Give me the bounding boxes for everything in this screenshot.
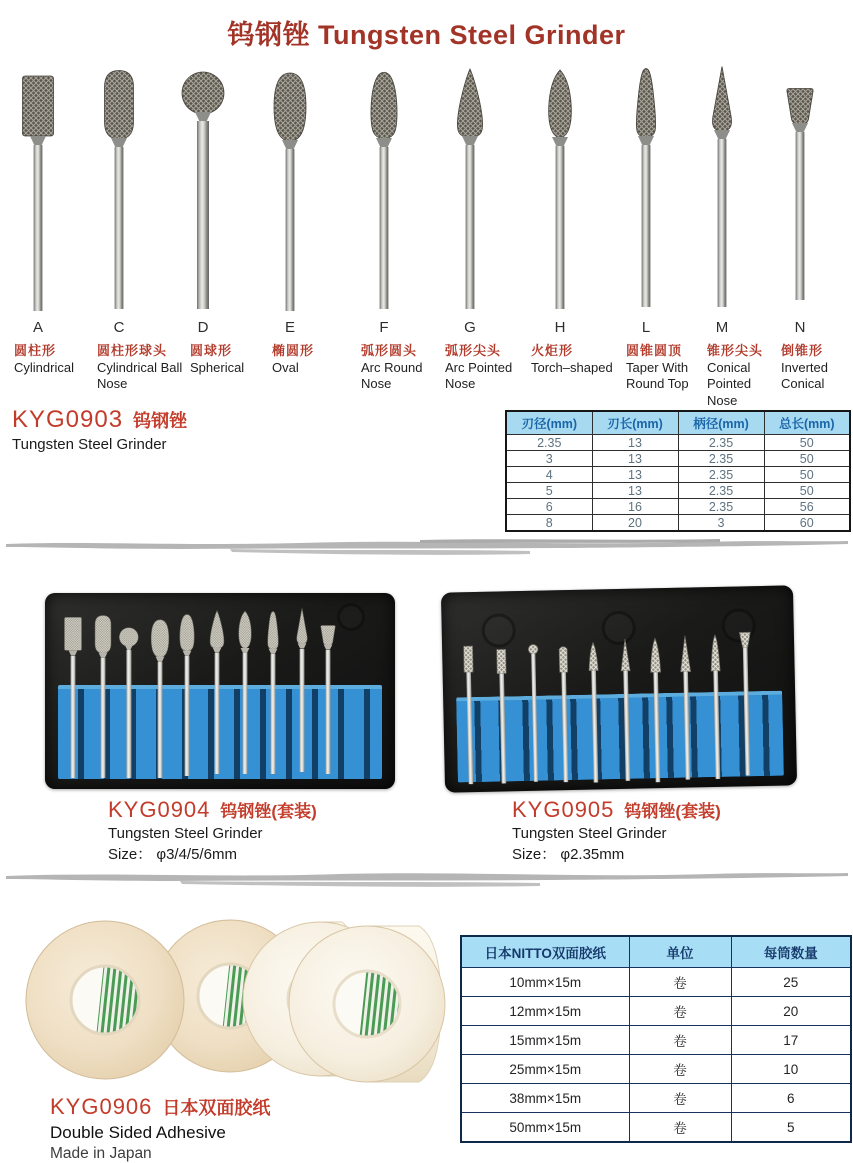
table-cell: 56	[764, 499, 850, 515]
grinder-set-box-kyg0904	[45, 593, 395, 789]
table-row	[506, 483, 850, 499]
product-heading-kyg0905	[512, 797, 721, 864]
product-name-en: Double Sided Adhesive	[50, 1123, 226, 1142]
product-heading-kyg0906	[50, 1094, 270, 1163]
table-row	[461, 1026, 851, 1055]
table-row	[506, 451, 850, 467]
product-name-en: Tungsten Steel Grinder	[108, 825, 263, 842]
burr-letter-e: E	[284, 319, 296, 336]
table-cell: 卷	[629, 1055, 731, 1084]
section-divider	[0, 534, 853, 560]
burr-set-bits	[441, 585, 797, 792]
table-row	[506, 499, 850, 515]
table-cell: 3	[678, 515, 764, 532]
burr-label-taper-round-top: 圆锥圆顶 Taper With Round Top	[626, 343, 689, 391]
table-header-cell: 每筒数量	[731, 936, 851, 968]
burr-label-arc-pointed-nose: 弧形尖头 Arc Pointed Nose	[445, 343, 513, 391]
product-name-zh: 钨钢锉	[133, 411, 188, 431]
table-cell: 38mm×15m	[461, 1084, 629, 1113]
burr-label-torch-shaped: 火炬形 Torch–shaped	[531, 343, 613, 375]
table-cell: 卷	[629, 997, 731, 1026]
burr-label-cylindrical: 圆柱形 Cylindrical	[14, 343, 74, 375]
table-cell: 2.35	[678, 483, 764, 499]
table-cell: 13	[592, 467, 678, 483]
burr-label-spherical: 圆球形 Spherical	[190, 343, 245, 375]
tape-roll-1	[26, 921, 184, 1079]
burr-letter-d: D	[197, 319, 209, 336]
table-header-cell: 日本NITTO双面胶纸	[461, 936, 629, 968]
table-row	[506, 467, 850, 483]
table-cell: 2.35	[678, 451, 764, 467]
table-cell: 13	[592, 451, 678, 467]
table-cell: 50	[764, 435, 850, 451]
table-row	[461, 997, 851, 1026]
table-row	[461, 1113, 851, 1143]
burr-label-inverted-conical: 倒锥形 Inverted Conical	[781, 343, 828, 391]
page-title: 钨钢锉 Tungsten Steel Grinder	[227, 20, 626, 50]
table-cell: 6	[506, 499, 592, 515]
table-cell: 20	[592, 515, 678, 532]
burr-image-taper-round-top	[614, 64, 678, 309]
table-cell: 卷	[629, 1084, 731, 1113]
table-cell: 2.35	[678, 499, 764, 515]
table-row	[461, 1084, 851, 1113]
table-cell: 25mm×15m	[461, 1055, 629, 1084]
table-row	[461, 968, 851, 997]
burr-label-oval: 椭圆形 Oval	[272, 343, 315, 375]
table-header-cell: 单位	[629, 936, 731, 968]
burr-image-torch-shaped	[528, 66, 592, 311]
burr-label-conical-pointed-nose: 锥形尖头 Conical Pointed Nose	[707, 343, 764, 408]
burr-letter-a: A	[32, 319, 44, 336]
table-cell: 17	[731, 1026, 851, 1055]
product-code: KYG0906	[50, 1094, 153, 1119]
tape-roll-4	[289, 926, 445, 1082]
spec-table-kyg0903	[505, 410, 851, 532]
burr-image-arc-pointed-nose	[438, 66, 502, 311]
table-header-cell: 柄径(mm)	[678, 411, 764, 435]
product-size: Size： φ2.35mm	[512, 846, 625, 863]
table-cell: 50	[764, 467, 850, 483]
product-name-zh: 日本双面胶纸	[162, 1098, 271, 1118]
burr-letter-l: L	[641, 319, 651, 336]
burr-letter-c: C	[113, 319, 125, 336]
table-cell: 50mm×15m	[461, 1113, 629, 1143]
table-cell: 2.35	[506, 435, 592, 451]
product-size: Size： φ3/4/5/6mm	[108, 846, 237, 863]
table-cell: 6	[731, 1084, 851, 1113]
table-cell: 13	[592, 435, 678, 451]
product-heading-kyg0904	[108, 797, 317, 864]
product-code: KYG0905	[512, 797, 615, 822]
product-code: KYG0903	[12, 406, 124, 433]
burr-image-arc-round-nose	[352, 66, 416, 311]
table-cell: 卷	[629, 1113, 731, 1143]
table-header-cell: 刃径(mm)	[506, 411, 592, 435]
table-cell: 卷	[629, 968, 731, 997]
section-divider	[0, 866, 853, 892]
product-name-en: Tungsten Steel Grinder	[512, 825, 667, 842]
table-cell: 50	[764, 483, 850, 499]
table-cell: 25	[731, 968, 851, 997]
product-name-en: Tungsten Steel Grinder	[12, 436, 167, 453]
table-cell: 10	[731, 1055, 851, 1084]
grinder-set-box-kyg0905	[441, 585, 797, 792]
burr-letter-f: F	[379, 319, 389, 336]
product-code: KYG0904	[108, 797, 211, 822]
burr-letter-n: N	[794, 319, 806, 336]
burr-image-cylindrical	[6, 68, 70, 313]
product-heading-kyg0903	[12, 406, 187, 453]
table-cell: 8	[506, 515, 592, 532]
burr-letter-h: H	[554, 319, 566, 336]
table-row	[506, 515, 850, 532]
table-cell: 15mm×15m	[461, 1026, 629, 1055]
burr-image-conical-pointed-nose	[690, 64, 754, 309]
tape-table-kyg0906	[460, 935, 852, 1143]
table-cell: 20	[731, 997, 851, 1026]
product-name-zh: 钨钢锉(套装)	[624, 802, 721, 821]
table-cell: 50	[764, 451, 850, 467]
table-cell: 3	[506, 451, 592, 467]
table-cell: 13	[592, 483, 678, 499]
burr-letter-m: M	[715, 319, 729, 336]
burr-label-cylindrical-ball-nose: 圆柱形球头 Cylindrical Ball Nose	[97, 343, 183, 391]
burr-label-arc-round-nose: 弧形圆头 Arc Round Nose	[361, 343, 423, 391]
table-cell: 16	[592, 499, 678, 515]
table-cell: 2.35	[678, 435, 764, 451]
burr-image-spherical	[171, 66, 235, 311]
table-cell: 10mm×15m	[461, 968, 629, 997]
table-cell: 2.35	[678, 467, 764, 483]
table-cell: 12mm×15m	[461, 997, 629, 1026]
burr-letter-g: G	[464, 319, 476, 336]
table-cell: 5	[731, 1113, 851, 1143]
tape-rolls-image	[20, 900, 450, 1100]
table-cell: 5	[506, 483, 592, 499]
table-header-cell: 总长(mm)	[764, 411, 850, 435]
table-row	[506, 435, 850, 451]
table-cell: 60	[764, 515, 850, 532]
table-cell: 4	[506, 467, 592, 483]
product-origin: Made in Japan	[50, 1145, 152, 1162]
burr-image-inverted-conical	[768, 84, 832, 304]
burr-set-bits	[45, 593, 395, 789]
table-header-cell: 刃长(mm)	[592, 411, 678, 435]
table-row	[461, 1055, 851, 1084]
product-name-zh: 钨钢锉(套装)	[220, 802, 317, 821]
burr-image-cylindrical-ball-nose	[87, 66, 151, 311]
burr-image-oval	[258, 68, 322, 313]
table-cell: 卷	[629, 1026, 731, 1055]
